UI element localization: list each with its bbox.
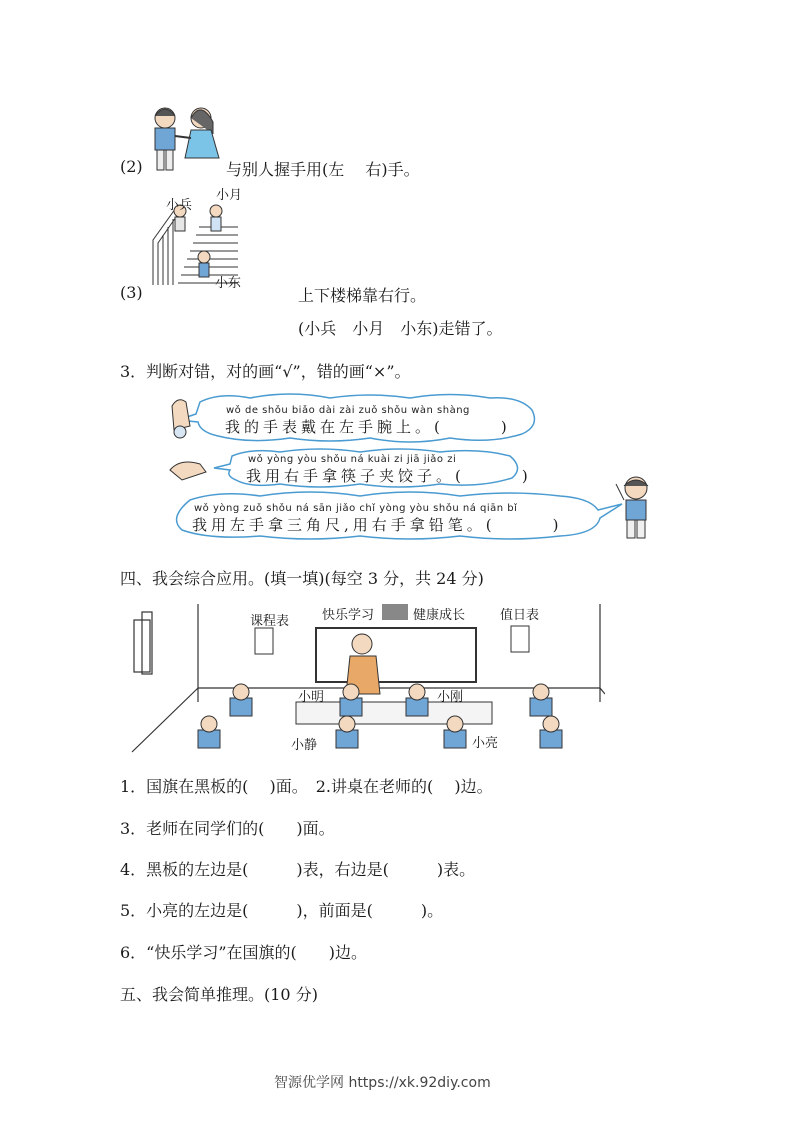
question-5: 5．小亮的左边是( )，前面是( )。 [120, 901, 444, 920]
section3-title: 3．判断对错，对的画“√”，错的画“×”。 [120, 362, 411, 381]
q2-number: (2) [120, 157, 143, 176]
boy-illustration [612, 474, 660, 544]
question-4: 4．黑板的左边是( )表，右边是( )表。 [120, 860, 476, 879]
label-xiaoliang: 小亮 [472, 736, 499, 751]
question-6: 6．“快乐学习”在国旗的( )边。 [120, 943, 368, 962]
section4-title: 四、我会综合应用。(填一填)(每空 3 分，共 24 分) [120, 569, 484, 588]
classroom-illustration [130, 602, 605, 756]
label-xiaoyue: 小月 [216, 188, 243, 203]
section5-title: 五、我会简单推理。(10 分) [120, 985, 318, 1004]
sentence-2: 我用右手拿筷子夹饺子。( ) [246, 467, 532, 485]
label-xiaodong: 小东 [215, 276, 242, 291]
label-xiaoming: 小明 [298, 690, 325, 705]
handshake-illustration [145, 100, 225, 178]
question-3: 3．老师在同学们的( )面。 [120, 819, 335, 838]
sentence-3: 我用左手拿三角尺,用右手拿铅笔。( ) [192, 516, 563, 534]
label-happy-learning: 快乐学习 [322, 608, 375, 623]
pinyin-line-2: wǒ yòng yòu shǒu ná kuài zi jiā jiǎo zi [248, 454, 457, 465]
label-xiaojing: 小静 [291, 738, 318, 753]
label-xiaogang: 小刚 [437, 690, 464, 705]
q3-number: (3) [120, 283, 143, 302]
q3-text-1: 上下楼梯靠右行。 [298, 286, 427, 305]
label-schedule: 课程表 [250, 614, 290, 629]
pinyin-line-1: wǒ de shǒu biǎo dài zài zuǒ shǒu wàn shàng [226, 405, 470, 416]
pinyin-line-3: wǒ yòng zuǒ shǒu ná sān jiǎo chǐ yòng yòu shǒu ná qiān bǐ [194, 503, 518, 514]
question-1-2: 1．国旗在黑板的( )面。 2.讲桌在老师的( )边。 [120, 777, 493, 796]
footer-watermark: 智源优学网 https://xk.92diy.com [274, 1075, 491, 1091]
q3-text-2: (小兵 小月 小东)走错了。 [298, 319, 503, 338]
sentence-1: 我的手表戴在左手腕上。( ) [225, 418, 511, 436]
q2-text: 与别人握手用(左 右)手。 [226, 160, 420, 179]
label-xiaobing: 小兵 [166, 198, 193, 213]
label-healthy-growth: 健康成长 [413, 608, 466, 623]
label-duty: 值日表 [500, 608, 540, 623]
